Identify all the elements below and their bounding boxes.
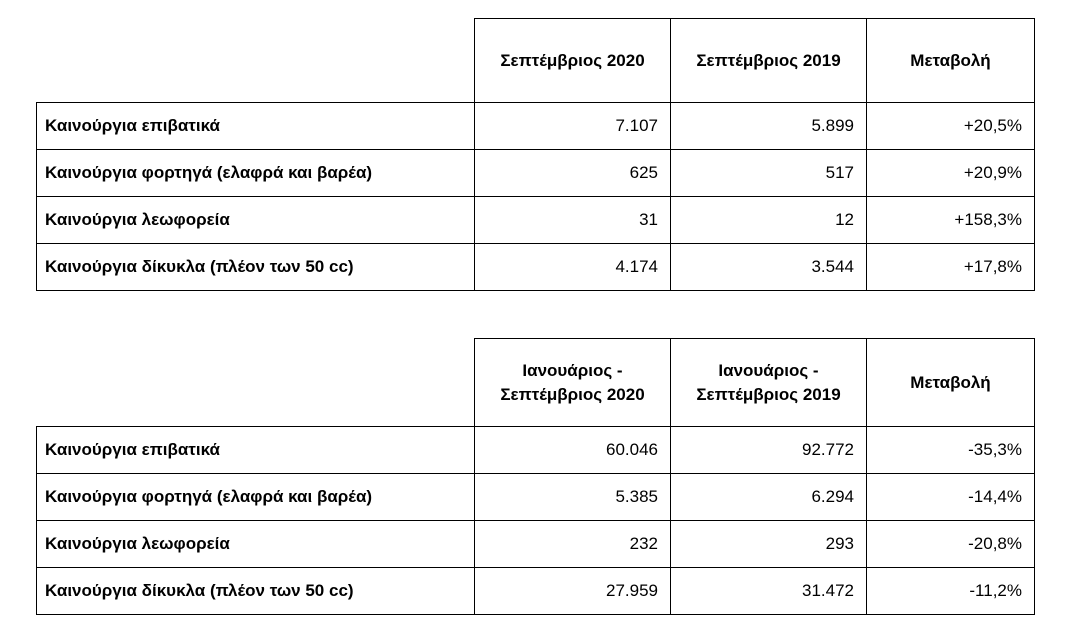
table-row	[37, 474, 1035, 521]
change-cell: -11,2%	[867, 568, 1035, 615]
value-cell: 3.544	[671, 244, 867, 291]
value-cell: 7.107	[475, 103, 671, 150]
value-cell: 232	[475, 521, 671, 568]
empty-corner-cell	[37, 19, 475, 103]
table-header-row	[37, 19, 1035, 103]
row-label: Καινούργια δίκυκλα (πλέον των 50 cc)	[37, 244, 475, 291]
change-cell: +158,3%	[867, 197, 1035, 244]
value-cell: 60.046	[475, 427, 671, 474]
value-cell: 6.294	[671, 474, 867, 521]
value-cell: 5.899	[671, 103, 867, 150]
row-label: Καινούργια λεωφορεία	[37, 521, 475, 568]
january-september-registrations-table	[36, 338, 1035, 615]
row-label: Καινούργια επιβατικά	[37, 103, 475, 150]
row-label: Καινούργια λεωφορεία	[37, 197, 475, 244]
column-header-jan-sep-2020	[475, 339, 671, 427]
value-cell: 293	[671, 521, 867, 568]
column-header-september-2019: Σεπτέμβριος 2019	[671, 19, 867, 103]
column-header-change: Μεταβολή	[867, 19, 1035, 103]
value-cell: 92.772	[671, 427, 867, 474]
change-cell: +20,5%	[867, 103, 1035, 150]
column-header-jan-sep-2019	[671, 339, 867, 427]
header-line: Ιανουάριος -	[522, 360, 623, 380]
row-label: Καινούργια δίκυκλα (πλέον των 50 cc)	[37, 568, 475, 615]
value-cell: 31.472	[671, 568, 867, 615]
header-line: Σεπτέμβριος 2019	[696, 384, 841, 404]
table-row	[37, 244, 1035, 291]
table-row	[37, 150, 1035, 197]
row-label: Καινούργια φορτηγά (ελαφρά και βαρέα)	[37, 150, 475, 197]
table-row	[37, 103, 1035, 150]
header-line: Μεταβολή	[910, 372, 991, 392]
value-cell: 625	[475, 150, 671, 197]
table-row	[37, 197, 1035, 244]
table-row	[37, 427, 1035, 474]
change-cell: -20,8%	[867, 521, 1035, 568]
value-cell: 5.385	[475, 474, 671, 521]
september-registrations-table	[36, 18, 1035, 291]
value-cell: 31	[475, 197, 671, 244]
row-label: Καινούργια επιβατικά	[37, 427, 475, 474]
change-cell: +20,9%	[867, 150, 1035, 197]
column-header-september-2020: Σεπτέμβριος 2020	[475, 19, 671, 103]
change-cell: -14,4%	[867, 474, 1035, 521]
value-cell: 4.174	[475, 244, 671, 291]
header-line: Ιανουάριος -	[718, 360, 819, 380]
value-cell: 12	[671, 197, 867, 244]
value-cell: 517	[671, 150, 867, 197]
table-row	[37, 568, 1035, 615]
empty-corner-cell	[37, 339, 475, 427]
change-cell: -35,3%	[867, 427, 1035, 474]
change-cell: +17,8%	[867, 244, 1035, 291]
column-header-change	[867, 339, 1035, 427]
value-cell: 27.959	[475, 568, 671, 615]
table-row	[37, 521, 1035, 568]
row-label: Καινούργια φορτηγά (ελαφρά και βαρέα)	[37, 474, 475, 521]
header-line: Σεπτέμβριος 2020	[500, 384, 645, 404]
table-header-row	[37, 339, 1035, 427]
